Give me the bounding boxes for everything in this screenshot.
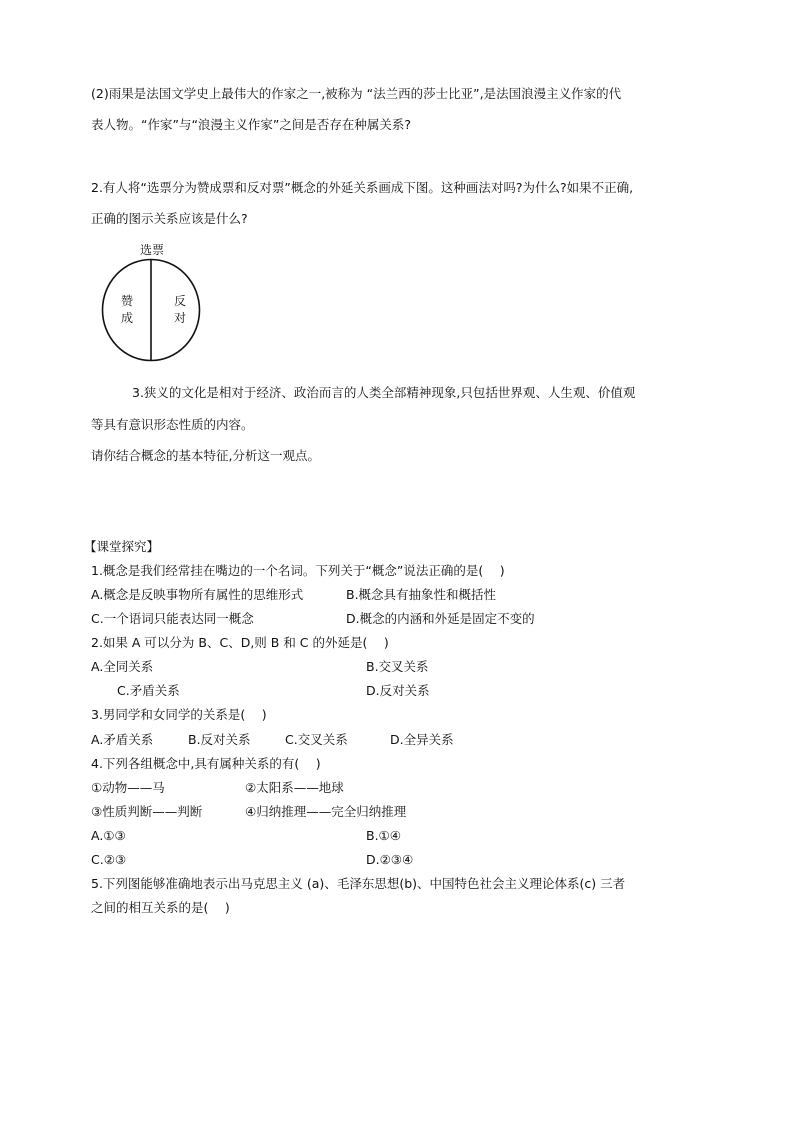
e4-option-a: A.①③ xyxy=(91,828,126,843)
e1-option-d: D.概念的内涵和外延是固定不变的 xyxy=(346,611,535,626)
e4-item-1: ①动物——马 xyxy=(91,780,165,795)
e2-stem: 2.如果 A 可以分为 B、C、D,则 B 和 C 的外延是( ) xyxy=(91,635,389,650)
e4-item-3: ③性质判断——判断 xyxy=(91,804,203,819)
e2-option-b: B.交叉关系 xyxy=(366,659,429,674)
q3-line-2: 等具有意识形态性质的内容。 xyxy=(91,417,254,432)
label-zan: 赞 xyxy=(121,294,134,308)
e4-option-c: C.②③ xyxy=(91,852,127,867)
q3-line-3: 请你结合概念的基本特征,分析这一观点。 xyxy=(91,448,320,463)
e4-option-b: B.①④ xyxy=(366,828,401,843)
e3-option-a: A.矛盾关系 xyxy=(91,732,154,747)
ballot-circle-diagram xyxy=(101,258,201,362)
figure-title: 选票 xyxy=(140,243,165,257)
e4-item-4: ④归纳推理——完全归纳推理 xyxy=(245,804,407,819)
e2-option-c: C.矛盾关系 xyxy=(117,683,180,698)
q2-part2-line-1: (2)雨果是法国文学史上最伟大的作家之一,被称为 “法兰西的莎士比亚”,是法国浪漫主义作家的代 xyxy=(91,86,622,101)
label-cheng: 成 xyxy=(121,311,134,325)
label-dui: 对 xyxy=(174,311,187,325)
e1-option-a: A.概念是反映事物所有属性的思维形式 xyxy=(91,587,304,602)
e5-line-2: 之间的相互关系的是( ) xyxy=(91,900,230,915)
e3-option-c: C.交叉关系 xyxy=(285,732,348,747)
e3-option-d: D.全异关系 xyxy=(390,732,454,747)
label-fan: 反 xyxy=(174,294,187,308)
e5-line-1: 5.下列图能够准确地表示出马克思主义 (a)、毛泽东思想(b)、中国特色社会主义理论体系(c) 三者 xyxy=(91,876,626,891)
e4-stem: 4.下列各组概念中,具有属种关系的有( ) xyxy=(91,756,321,771)
e3-option-b: B.反对关系 xyxy=(188,732,251,747)
q2-part2-line-2: 表人物。“作家”与“浪漫主义作家”之间是否存在种属关系? xyxy=(91,117,412,132)
e4-option-d: D.②③④ xyxy=(366,852,414,867)
q2-line-2: 正确的图示关系应该是什么? xyxy=(91,211,248,226)
e2-option-a: A.全同关系 xyxy=(91,659,154,674)
q2-line-1: 2.有人将“选票分为赞成票和反对票”概念的外延关系画成下图。这种画法对吗?为什么?如果不正确, xyxy=(91,180,634,195)
e3-stem: 3.男同学和女同学的关系是( ) xyxy=(91,707,267,722)
e4-item-2: ②太阳系——地球 xyxy=(245,780,344,795)
q3-line-1: 3.狭义的文化是相对于经济、政治而言的人类全部精神现象,只包括世界观、人生观、价值观 xyxy=(132,385,636,400)
e1-stem: 1.概念是我们经常挂在嘴边的一个名词。下列关于“概念”说法正确的是( ) xyxy=(91,563,505,578)
section-title: 【课堂探究】 xyxy=(84,539,160,554)
e2-option-d: D.反对关系 xyxy=(366,683,430,698)
e1-option-b: B.概念具有抽象性和概括性 xyxy=(346,587,497,602)
e1-option-c: C.一个语词只能表达同一概念 xyxy=(91,611,254,626)
